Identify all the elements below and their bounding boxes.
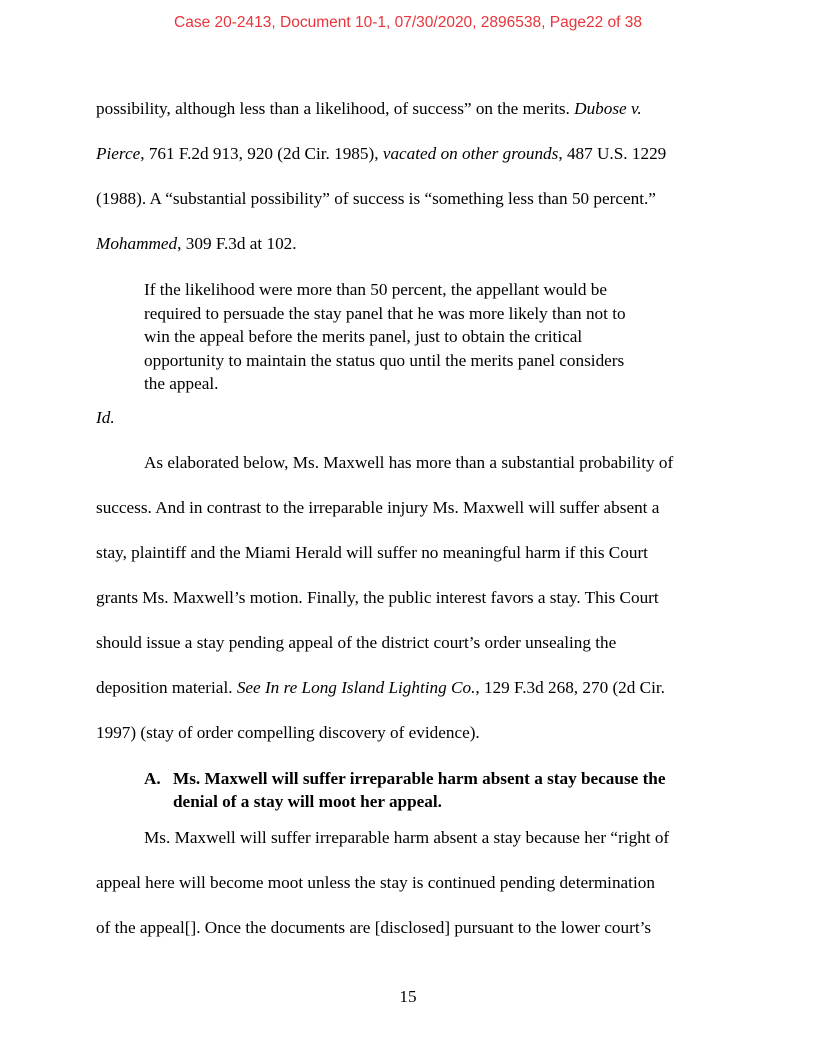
id-citation: Id. (96, 408, 115, 427)
text-line: should issue a stay pending appeal of the district court’s order unsealing the (96, 633, 617, 652)
page-number: 15 (399, 987, 417, 1006)
text-line: success. And in contrast to the irreparable injury Ms. Maxwell will suffer absent a (96, 498, 660, 517)
case-header: Case 20-2413, Document 10-1, 07/30/2020, 2896538, Page22 of 38 (174, 14, 642, 31)
text-line: deposition material. See In re Long Island Lighting Co., 129 F.3d 268, 270 (2d Cir. (96, 678, 665, 697)
section-heading: A. Ms. Maxwell will suffer irreparable harm absent a stay because the denial of a stay will moot her appeal. (144, 769, 666, 811)
text-line: Mohammed, 309 F.3d at 102. (96, 234, 297, 253)
text-line: appeal here will become moot unless the stay is continued pending determination (96, 873, 655, 892)
text-line: Ms. Maxwell will suffer irreparable harm absent a stay because her “right of (144, 828, 670, 847)
text-line: of the appeal[]. Once the documents are [disclosed] pursuant to the lower court’s (96, 918, 652, 937)
block-quote: If the likelihood were more than 50 percent, the appellant would be required to persuade the stay panel that he was more likely than not to win the appeal before the merits panel, just to obtain the critical opportunity to maintain the status quo until the merits panel considers the appeal. (144, 280, 626, 393)
text-line: grants Ms. Maxwell’s motion. Finally, the public interest favors a stay. This Court (96, 588, 659, 607)
text-line: Pierce, 761 F.2d 913, 920 (2d Cir. 1985), vacated on other grounds, 487 U.S. 1229 (96, 144, 667, 163)
text-line: As elaborated below, Ms. Maxwell has more than a substantial probability of (144, 453, 674, 472)
text-line: possibility, although less than a likelihood, of success” on the merits. Dubose v. (96, 99, 642, 118)
text-line: (1988). A “substantial possibility” of success is “something less than 50 percent.” (96, 189, 656, 208)
text-line: 1997) (stay of order compelling discovery of evidence). (96, 723, 480, 742)
text-line: stay, plaintiff and the Miami Herald will suffer no meaningful harm if this Court (96, 543, 648, 562)
